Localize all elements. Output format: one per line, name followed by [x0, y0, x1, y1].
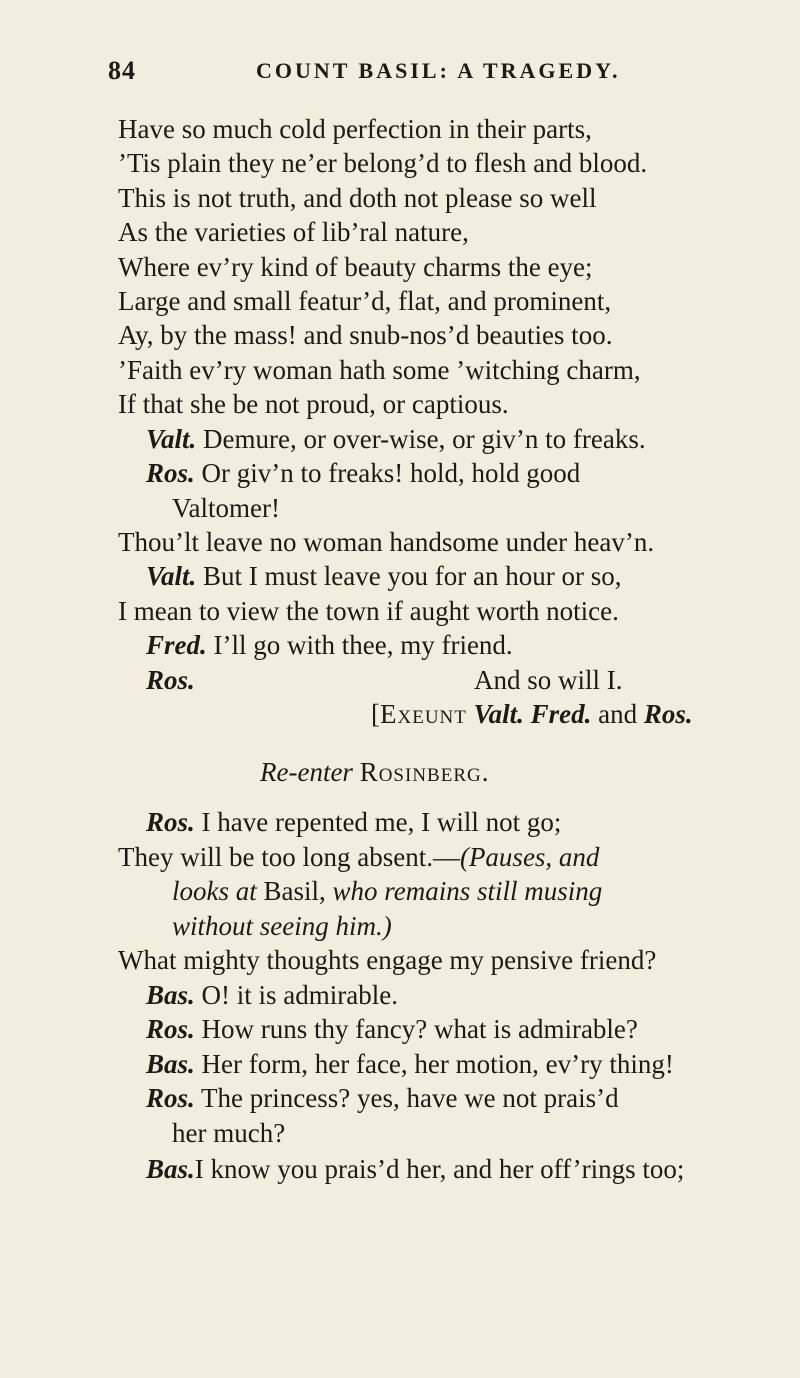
dialogue-text: The princess? yes, have we not prais’d: [194, 1083, 619, 1113]
dialogue-text: Demure, or over-wise, or giv’n to freaks.: [196, 424, 646, 454]
speaker-name: Fred.: [146, 630, 207, 660]
verse-line: I mean to view the town if aught worth notice.: [118, 596, 619, 626]
dialogue-text: And so will I.: [474, 665, 623, 695]
dialogue-text: Her form, her face, her motion, ev’ry thing!: [194, 1049, 674, 1079]
dialogue-line: [146, 628, 513, 662]
character-name: Rosinberg.: [359, 757, 490, 787]
dialogue-text: I have repented me, I will not go;: [194, 807, 562, 837]
dialogue-text: But I must leave you for an hour or so,: [196, 561, 622, 591]
character-name: Ros.: [643, 699, 693, 729]
stage-direction: looks at: [172, 876, 257, 906]
speaker-name: Bas.: [146, 980, 195, 1010]
dialogue-line: [146, 456, 580, 490]
stage-direction-exeunt: [371, 697, 693, 731]
conjunction: and: [591, 699, 644, 729]
stage-direction-line: [172, 874, 602, 908]
stage-direction: without seeing him.): [172, 911, 392, 941]
verse-line: If that she be not proud, or captious.: [118, 389, 509, 419]
dialogue-line: [146, 663, 686, 697]
verse-line: As the varieties of lib’ral nature,: [118, 217, 469, 247]
speaker-name: Valt.: [146, 561, 197, 591]
verse-line: her much?: [172, 1118, 286, 1148]
verse-line: This is not truth, and doth not please so well: [118, 183, 597, 213]
exeunt-word: Exeunt: [380, 699, 467, 729]
verse-line: Thou’lt leave no woman handsome under heav’n.: [118, 527, 655, 557]
speaker-name: Ros.: [146, 458, 195, 488]
dialogue-line: [146, 1081, 619, 1115]
verse-line: ’Tis plain they ne’er belong’d to flesh and blood.: [118, 148, 648, 178]
verse-line: Have so much cold perfection in their parts,: [118, 114, 592, 144]
dialogue-text: I’ll go with thee, my friend.: [206, 630, 513, 660]
verse-line: Large and small featur’d, flat, and prominent,: [118, 286, 612, 316]
dialogue-line: [146, 1152, 684, 1186]
character-name: Valt.: [473, 699, 524, 729]
speaker-name: Ros.: [146, 807, 195, 837]
dialogue-line: [146, 1047, 674, 1081]
character-name: Basil,: [256, 876, 333, 906]
verse-line: Ay, by the mass! and snub-nos’d beauties too.: [118, 320, 613, 350]
verse-line: ’Faith ev’ry woman hath some ’witching charm,: [118, 355, 641, 385]
speaker-name: Ros.: [146, 1083, 195, 1113]
dialogue-text: They will be too long absent.—: [118, 842, 460, 872]
verse-line: Valtomer!: [172, 493, 280, 523]
speaker-name: Valt.: [146, 424, 197, 454]
dialogue-text: I know you prais’d her, and her off’rings too;: [194, 1154, 685, 1184]
speaker-name: Bas.: [146, 1049, 195, 1079]
character-name: Fred.: [530, 699, 592, 729]
speaker-name: Bas.: [146, 1154, 195, 1184]
dialogue-text: How runs thy fancy? what is admirable?: [194, 1014, 638, 1044]
speaker-name: Ros.: [146, 1014, 195, 1044]
stage-direction: (Pauses, and: [459, 842, 600, 872]
stage-direction-line: [172, 909, 392, 943]
speaker-name: Ros.: [146, 665, 195, 695]
dialogue-line: [118, 840, 599, 874]
dialogue-text: O! it is admirable.: [194, 980, 398, 1010]
stage-direction-reenter: [260, 755, 489, 789]
dialogue-line: [146, 805, 561, 839]
bracket: [: [371, 699, 380, 729]
dialogue-line: [146, 1012, 638, 1046]
dialogue-line: [146, 978, 398, 1012]
stage-direction: who remains still musing: [332, 876, 603, 906]
dialogue-line: [146, 559, 621, 593]
page-number: 84: [108, 56, 136, 85]
verse-line: What mighty thoughts engage my pensive friend?: [118, 945, 657, 975]
dialogue-text: Or giv’n to freaks! hold, hold good: [194, 458, 581, 488]
reenter-word: Re-enter: [260, 757, 353, 787]
verse-line: Where ev’ry kind of beauty charms the eye;: [118, 252, 593, 282]
page-header: [108, 56, 688, 92]
dialogue-line: [146, 422, 646, 456]
running-title: COUNT BASIL: A TRAGEDY.: [256, 58, 621, 83]
